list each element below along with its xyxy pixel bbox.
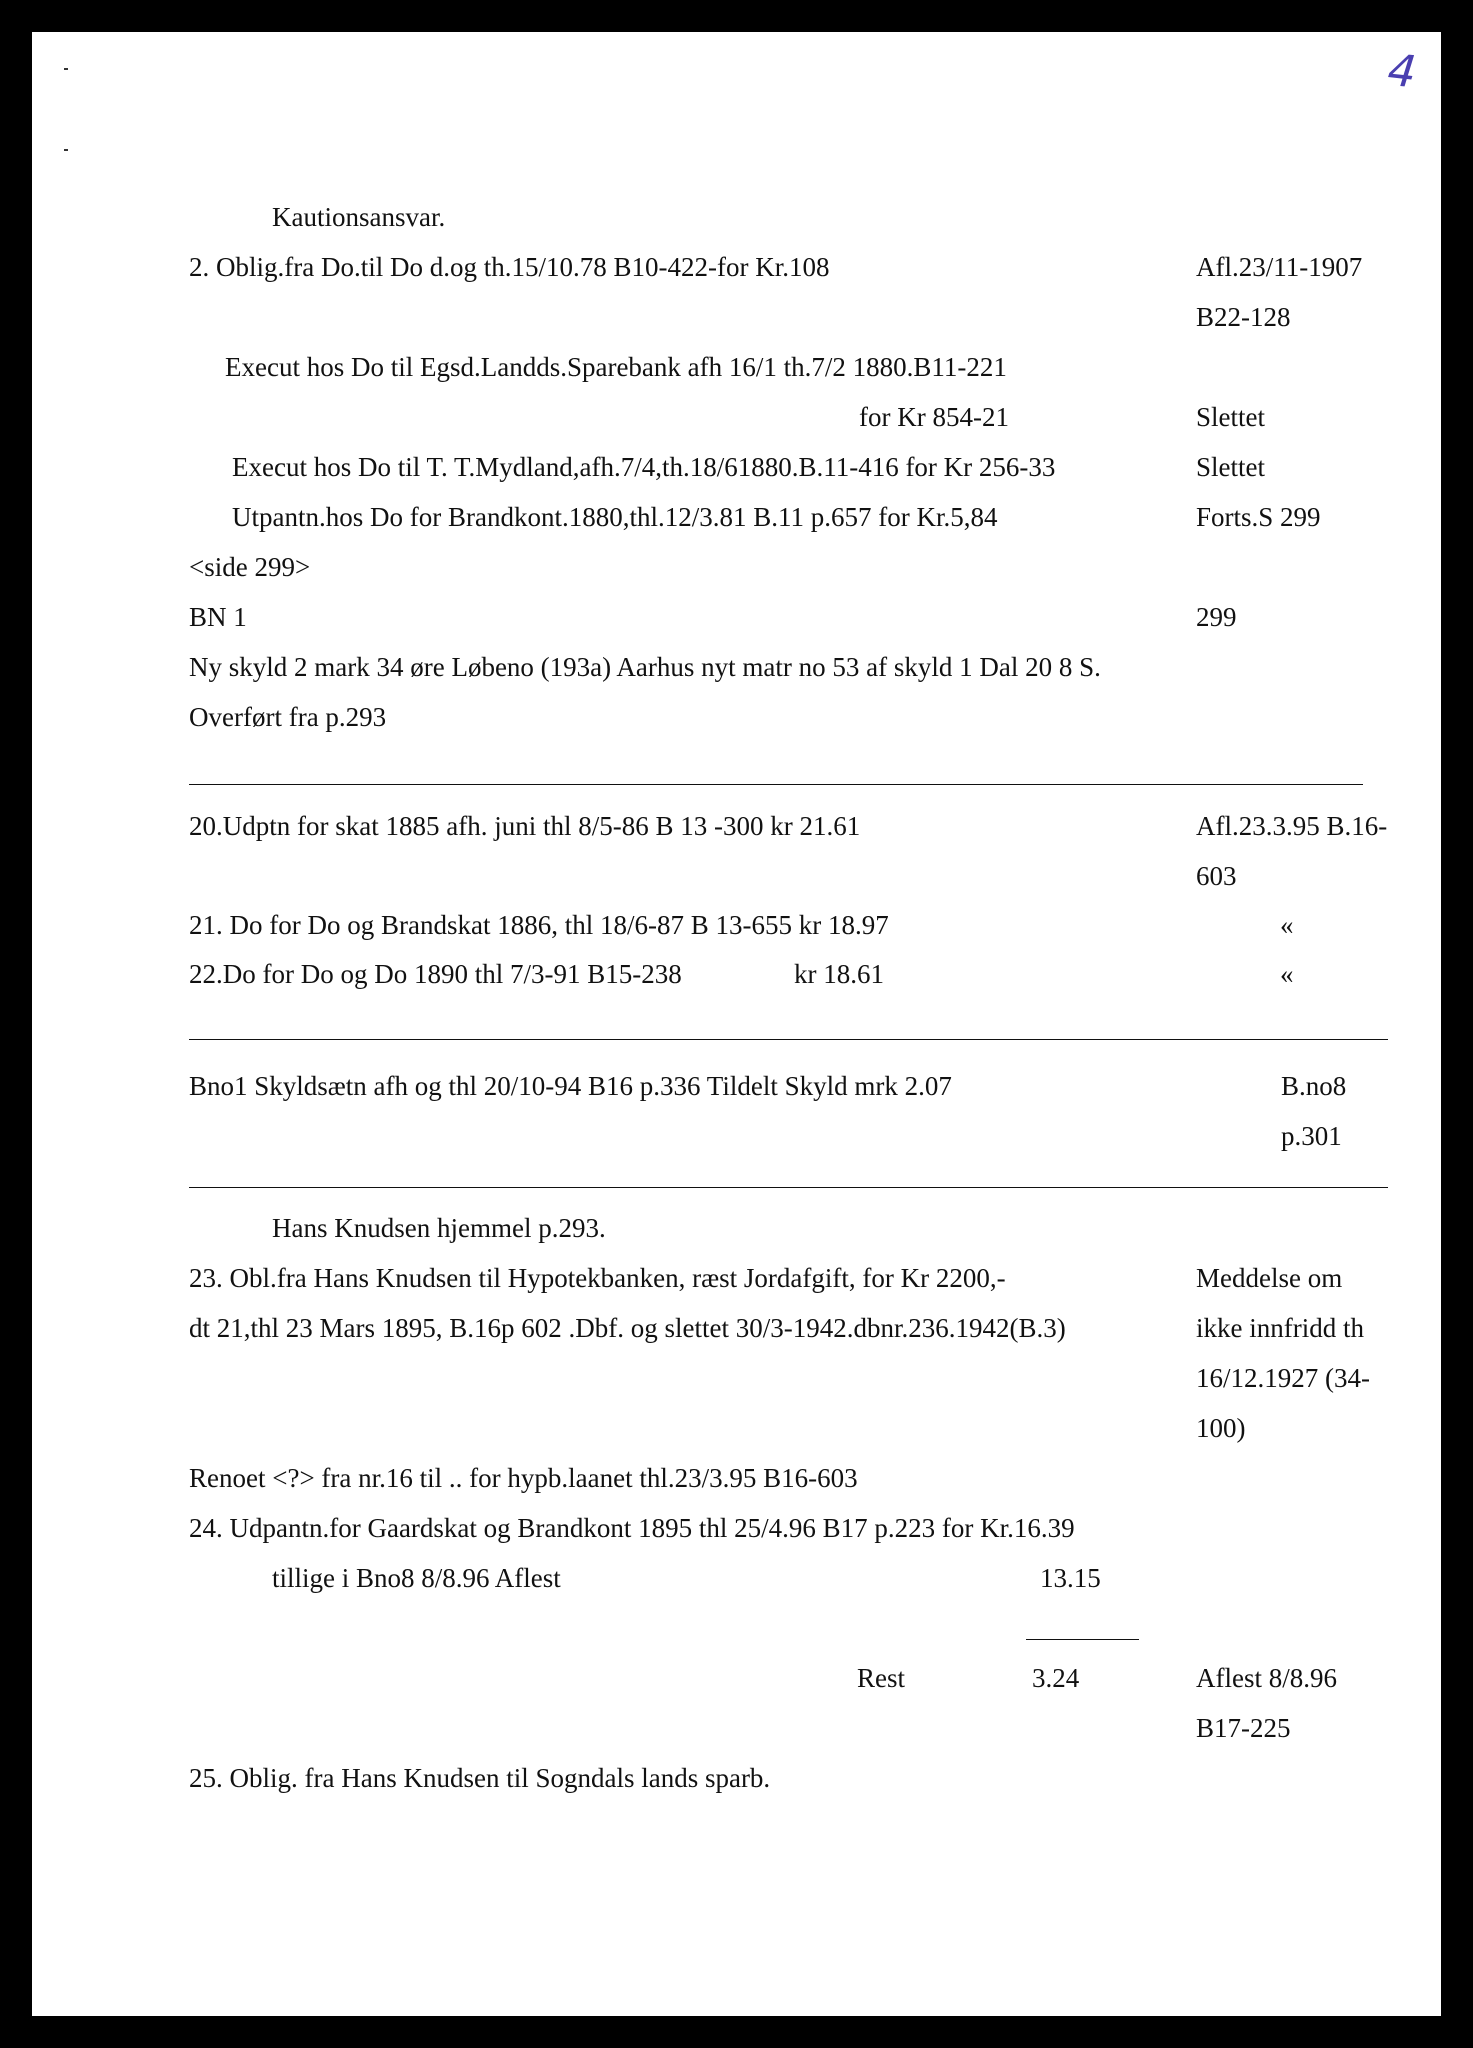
bno1-page: p.301 <box>1281 1121 1342 1151</box>
sum-rule <box>1026 1639 1139 1640</box>
entry-23-note-4: 100) <box>1196 1413 1246 1443</box>
execut-1-status: Slettet <box>1196 402 1265 432</box>
rest-label: Rest <box>857 1663 906 1693</box>
entry-2-note: Afl.23/11-1907 <box>1196 252 1363 282</box>
overfort: Overført fra p.293 <box>189 702 387 732</box>
divider <box>189 784 1363 785</box>
side-marker: <side 299> <box>189 552 311 582</box>
rest-note-ref: B17-225 <box>1196 1713 1291 1743</box>
rest-note: Aflest 8/8.96 <box>1196 1663 1337 1693</box>
entry-23-note-2: ikke innfridd th <box>1196 1313 1364 1343</box>
scan-mark <box>64 149 68 151</box>
execut-2-status: Slettet <box>1196 452 1265 482</box>
execut-2: Execut hos Do til T. T.Mydland,afh.7/4,th.18/61880.B.11-416 for Kr 256-33 <box>232 452 1056 482</box>
divider <box>189 1039 1388 1040</box>
divider <box>189 1187 1388 1188</box>
entry-23-cont: dt 21,thl 23 Mars 1895, B.16p 602 .Dbf. og slettet 30/3-1942.dbnr.236.1942(B.3) <box>189 1313 1066 1343</box>
entry-23-note-3: 16/12.1927 (34- <box>1196 1363 1370 1393</box>
bno1-entry: Bno1 Skyldsætn afh og thl 20/10-94 B16 p.336 Tildelt Skyld mrk 2.07 <box>189 1071 952 1101</box>
entry-25: 25. Oblig. fra Hans Knudsen til Sogndals lands sparb. <box>189 1763 771 1793</box>
entry-2-note-ref: B22-128 <box>1196 302 1291 332</box>
entry-22-ditto: « <box>1280 959 1294 989</box>
ny-skyld: Ny skyld 2 mark 34 øre Løbeno (193a) Aarhus nyt matr no 53 af skyld 1 Dal 20 8 S. <box>189 652 1101 682</box>
entry-24: 24. Udpantn.for Gaardskat og Brandkont 1895 thl 25/4.96 B17 p.223 for Kr.16.39 <box>189 1513 1075 1543</box>
tillige-amount: 13.15 <box>1040 1563 1101 1593</box>
hans-heading: Hans Knudsen hjemmel p.293. <box>272 1213 606 1243</box>
entry-22: 22.Do for Do og Do 1890 thl 7/3-91 B15-238 <box>189 959 682 989</box>
entry-21: 21. Do for Do og Brandskat 1886, thl 18/6-87 B 13-655 kr 18.97 <box>189 910 889 940</box>
entry-20: 20.Udptn for skat 1885 afh. juni thl 8/5-86 B 13 -300 kr 21.61 <box>189 811 861 841</box>
entry-20-note: Afl.23.3.95 B.16- <box>1196 811 1388 841</box>
bn1-heading: BN 1 <box>189 602 247 632</box>
entry-21-ditto: « <box>1280 910 1294 940</box>
entry-23-note-1: Meddelse om <box>1196 1263 1343 1293</box>
execut-1: Execut hos Do til Egsd.Landds.Sparebank afh 16/1 th.7/2 1880.B11-221 <box>225 352 1007 382</box>
scan-mark <box>64 68 68 70</box>
entry-22-amount: kr 18.61 <box>794 959 884 989</box>
utpantn: Utpantn.hos Do for Brandkont.1880,thl.12/3.81 B.11 p.657 for Kr.5,84 <box>232 502 998 532</box>
bn1-page: 299 <box>1196 602 1237 632</box>
heading-kautionsansvar: Kautionsansvar. <box>272 202 446 232</box>
execut-1-amount: for Kr 854-21 <box>859 402 1009 432</box>
bno1-ref: B.no8 <box>1281 1071 1347 1101</box>
entry-20-note-ref: 603 <box>1196 861 1237 891</box>
tillige: tillige i Bno8 8/8.96 Aflest <box>272 1563 561 1593</box>
utpantn-note: Forts.S 299 <box>1196 502 1321 532</box>
document-page <box>32 32 1441 2016</box>
entry-23: 23. Obl.fra Hans Knudsen til Hypotekbanken, ræst Jordafgift, for Kr 2200,- <box>189 1263 1006 1293</box>
entry-2: 2. Oblig.fra Do.til Do d.og th.15/10.78 B10-422-for Kr.108 <box>189 252 830 282</box>
renoet: Renoet <?> fra nr.16 til .. for hypb.laanet thl.23/3.95 B16-603 <box>189 1463 858 1493</box>
rest-amount: 3.24 <box>1032 1663 1080 1693</box>
page-number: 4 <box>1385 44 1419 99</box>
